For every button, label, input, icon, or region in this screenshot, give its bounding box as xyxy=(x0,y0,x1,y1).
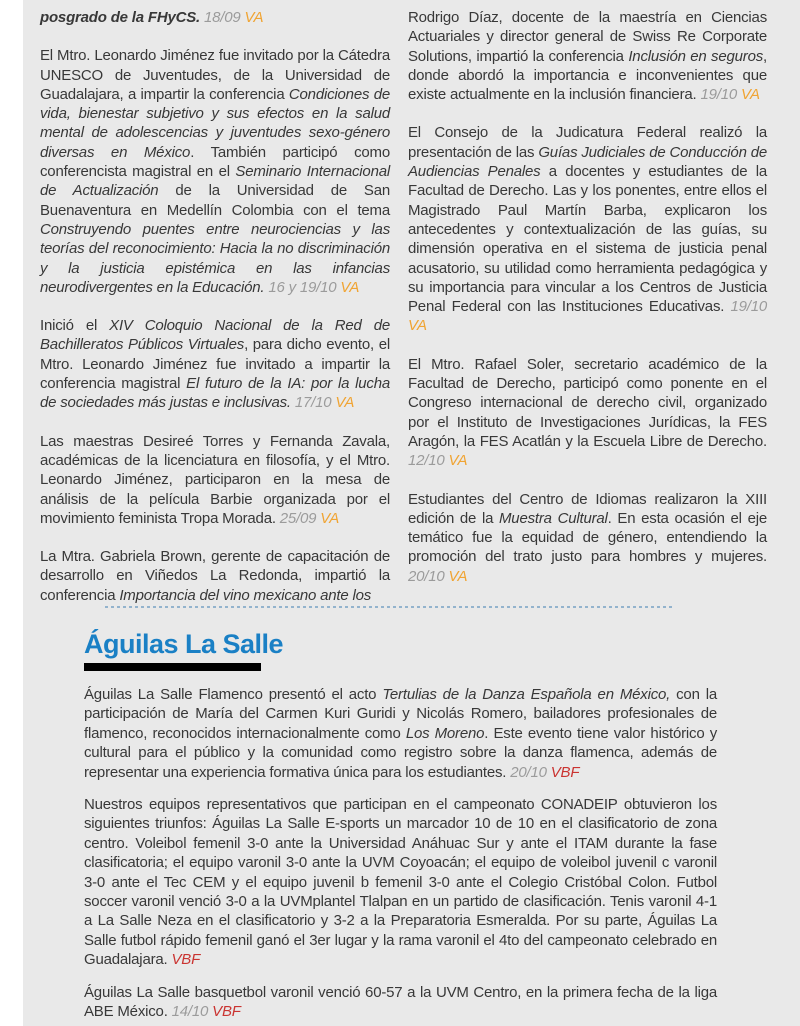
date-label: 16 y 19/10 xyxy=(264,278,341,296)
text-run: El Consejo de la Judicatura Federal realizó la presentación de las xyxy=(408,124,767,161)
paragraph xyxy=(408,490,767,586)
author-initials-vbf: VBF xyxy=(550,763,580,781)
paragraph xyxy=(40,8,390,27)
paragraph xyxy=(40,46,390,297)
text-run: Inició el xyxy=(40,317,110,335)
text-run: Rodrigo Díaz, docente de la maestría en Ciencias Actuariales y director general de Swiss Re Corporate Solutions, impartió la conferencia xyxy=(408,9,767,65)
date-label: 20/10 xyxy=(408,567,449,585)
text-run: Seminario Internacional de Actualización xyxy=(40,163,390,200)
text-run: Águilas La Salle basquetbol varonil venció 60-57 a la UVM Centro, en la primera fecha de la liga ABE México. xyxy=(84,983,717,1021)
text-run: Las maestras Desireé Torres y Fernanda Zavala, académicas de la licenciatura en filosofía, y el Mtro. Leonardo Jiménez, participaron en la mesa de análisis de la película Barbie organizada por el movimiento feminista Tropa Morada. xyxy=(40,432,390,527)
text-run: posgrado de la FHyCS. xyxy=(40,9,204,26)
paragraph xyxy=(84,685,717,782)
text-run: Águilas La Salle Flamenco presentó el acto xyxy=(84,686,383,703)
author-initials-va: VA xyxy=(448,567,468,585)
text-run: Los Moreno xyxy=(405,724,485,742)
paragraph xyxy=(40,316,390,412)
paragraph xyxy=(408,8,767,104)
text-run: Condiciones de vida, bienestar subjetivo y sus efectos en la salud mental de adolescencias y juventudes sexo-género diversas en México xyxy=(40,85,390,161)
date-label: 18/09 xyxy=(203,9,245,26)
date-label: 19/10 xyxy=(730,298,767,316)
news-column-left xyxy=(40,8,390,624)
text-run: . También participó como conferencista magistral en el xyxy=(40,143,390,181)
text-run: de la Universidad de San Buenaventura en Medellín Colombia con el tema xyxy=(40,182,390,219)
text-run: El Mtro. Rafael Soler, secretario académico de la Facultad de Derecho, participó como ponente en el Congreso internacional de derecho civil, organizado por el Instituto de Investigaciones Jurídicas, la FES Aragón, la FES Acatlán y la Escuela Libre de Derecho. xyxy=(408,355,767,450)
author-initials-va: VA xyxy=(340,278,360,296)
section-title: Águilas La Salle xyxy=(84,629,284,659)
dashed-section-divider xyxy=(105,606,673,608)
aguilas-la-salle-section xyxy=(84,629,717,1026)
text-run: Construyendo puentes entre neurociencias y las teorías del reconocimiento: Hacia la no discriminación y la justicia epistémica en las infancias neurodivergentes en la Educación. xyxy=(40,220,390,296)
author-initials-va: VA xyxy=(335,394,355,412)
paragraph xyxy=(84,983,717,1022)
text-run: Guías Judiciales de Conducción de Audiencias Penales xyxy=(408,143,767,181)
paragraph xyxy=(408,123,767,335)
author-initials-va: VA xyxy=(408,317,427,335)
text-run: El Mtro. Leonardo Jiménez fue invitado por la Cátedra UNESCO de Juventudes, de la Universidad de Guadalajara, a impartir la conferencia xyxy=(40,47,390,103)
text-run: Nuestros equipos representativos que participan en el campeonato CONADEIP obtuvieron los siguientes triunfos: Águilas La Salle E-sports un marcador 10 de 10 en el clasificatorio de zona centro. Voleibol femenil 3-0 ante la Universidad Anáhuac Sur y ante el ITAM durante la fase clasificatoria; el equipo varonil 3-0 ante la UVM Coyoacán; el equipo de voleibol juvenil c varonil 3-0 ante el Tec CEM y el equipo juvenil b femenil 3-0 ante el Colegio Cristóbal Colon. Futbol soccer varonil venció 3-0 a la UVMplantel Tlalpan en un partido de clasificación. Tenis varonil 4-1 a La Salle Neza en el clasificatorio y 3-2 a la Preparatoria Esmeralda. Por su parte, Águilas La Salle futbol rápido femenil ganó el 3er lugar y la rama varonil el 4to del campeonato celebrado en Guadalajara. xyxy=(84,796,717,969)
text-run: Tertulias de la Danza Española en México, xyxy=(382,686,671,703)
date-label: 20/10 xyxy=(510,763,551,781)
paragraph xyxy=(84,795,717,970)
author-initials-va: VA xyxy=(244,9,264,26)
text-run: XIV Coloquio Nacional de la Red de Bachilleratos Públicos Virtuales xyxy=(40,317,390,354)
left-margin-strip xyxy=(0,0,23,1026)
author-initials-va: VA xyxy=(740,86,760,104)
text-run: . En esta ocasión el eje temático fue la equidad de género, entendiendo la promoción del trato justo para hombres y mujeres. xyxy=(408,509,767,566)
paragraph xyxy=(408,355,767,471)
text-run: El futuro de la IA: por la lucha de sociedades más justas e inclusivas. xyxy=(40,375,390,412)
text-run: Estudiantes del Centro de Idiomas realizaron la XIII edición de la xyxy=(408,490,767,527)
date-label: 17/10 xyxy=(290,394,336,412)
text-run: a docentes y estudiantes de la Facultad de Derecho. Las y los ponentes, entre ellos el Magistrado Paul Martín Barba, explicaron los antecedentes y contextualización de las guías, su dimensión operativa en el sistema de justicia penal acusatorio, su utilidad como herramienta pedagógica y su importancia para vincular a los Centros de Justicia Penal Federal con las Instituciones Educativas. xyxy=(408,163,768,316)
text-run: Inclusión en seguros xyxy=(628,47,764,65)
author-initials-vbf: VBF xyxy=(171,951,201,969)
title-underline-bar xyxy=(84,663,261,671)
date-label: 19/10 xyxy=(700,86,741,104)
section-body xyxy=(84,685,717,1022)
text-run: . Este evento tiene valor histórico y cultural para el público y la comunidad como registro sobre la danza flamenca, además de representar una experiencia formativa única para los estudiantes. xyxy=(84,724,717,781)
author-initials-va: VA xyxy=(448,452,468,470)
text-run: con la participación de María del Carmen Kuri Guridi y Nicolás Romero, bailadores profesionales de flamenco, reconocidos internacionalmente como xyxy=(84,686,717,742)
author-initials-va: VA xyxy=(320,509,340,527)
author-initials-vbf: VBF xyxy=(212,1003,241,1021)
text-run: , para dicho evento, el Mtro. Leonardo Jiménez fue invitado a impartir la conferencia magistral xyxy=(40,336,390,393)
paragraph xyxy=(40,547,390,605)
text-run: Muestra Cultural xyxy=(499,509,608,527)
text-run: , donde abordó la importancia e inconvenientes que existe actualmente en la inclusión financiera. xyxy=(408,47,767,104)
date-label: 14/10 xyxy=(171,1003,213,1021)
news-column-right xyxy=(408,8,767,605)
text-run: Importancia del vino mexicano ante los xyxy=(119,586,372,604)
text-run: La Mtra. Gabriela Brown, gerente de capacitación de desarrollo en Viñedos La Redonda, impartió la conferencia xyxy=(40,548,390,604)
date-label: 25/09 xyxy=(279,509,321,527)
paragraph xyxy=(40,432,390,528)
date-label: 12/10 xyxy=(408,452,449,470)
